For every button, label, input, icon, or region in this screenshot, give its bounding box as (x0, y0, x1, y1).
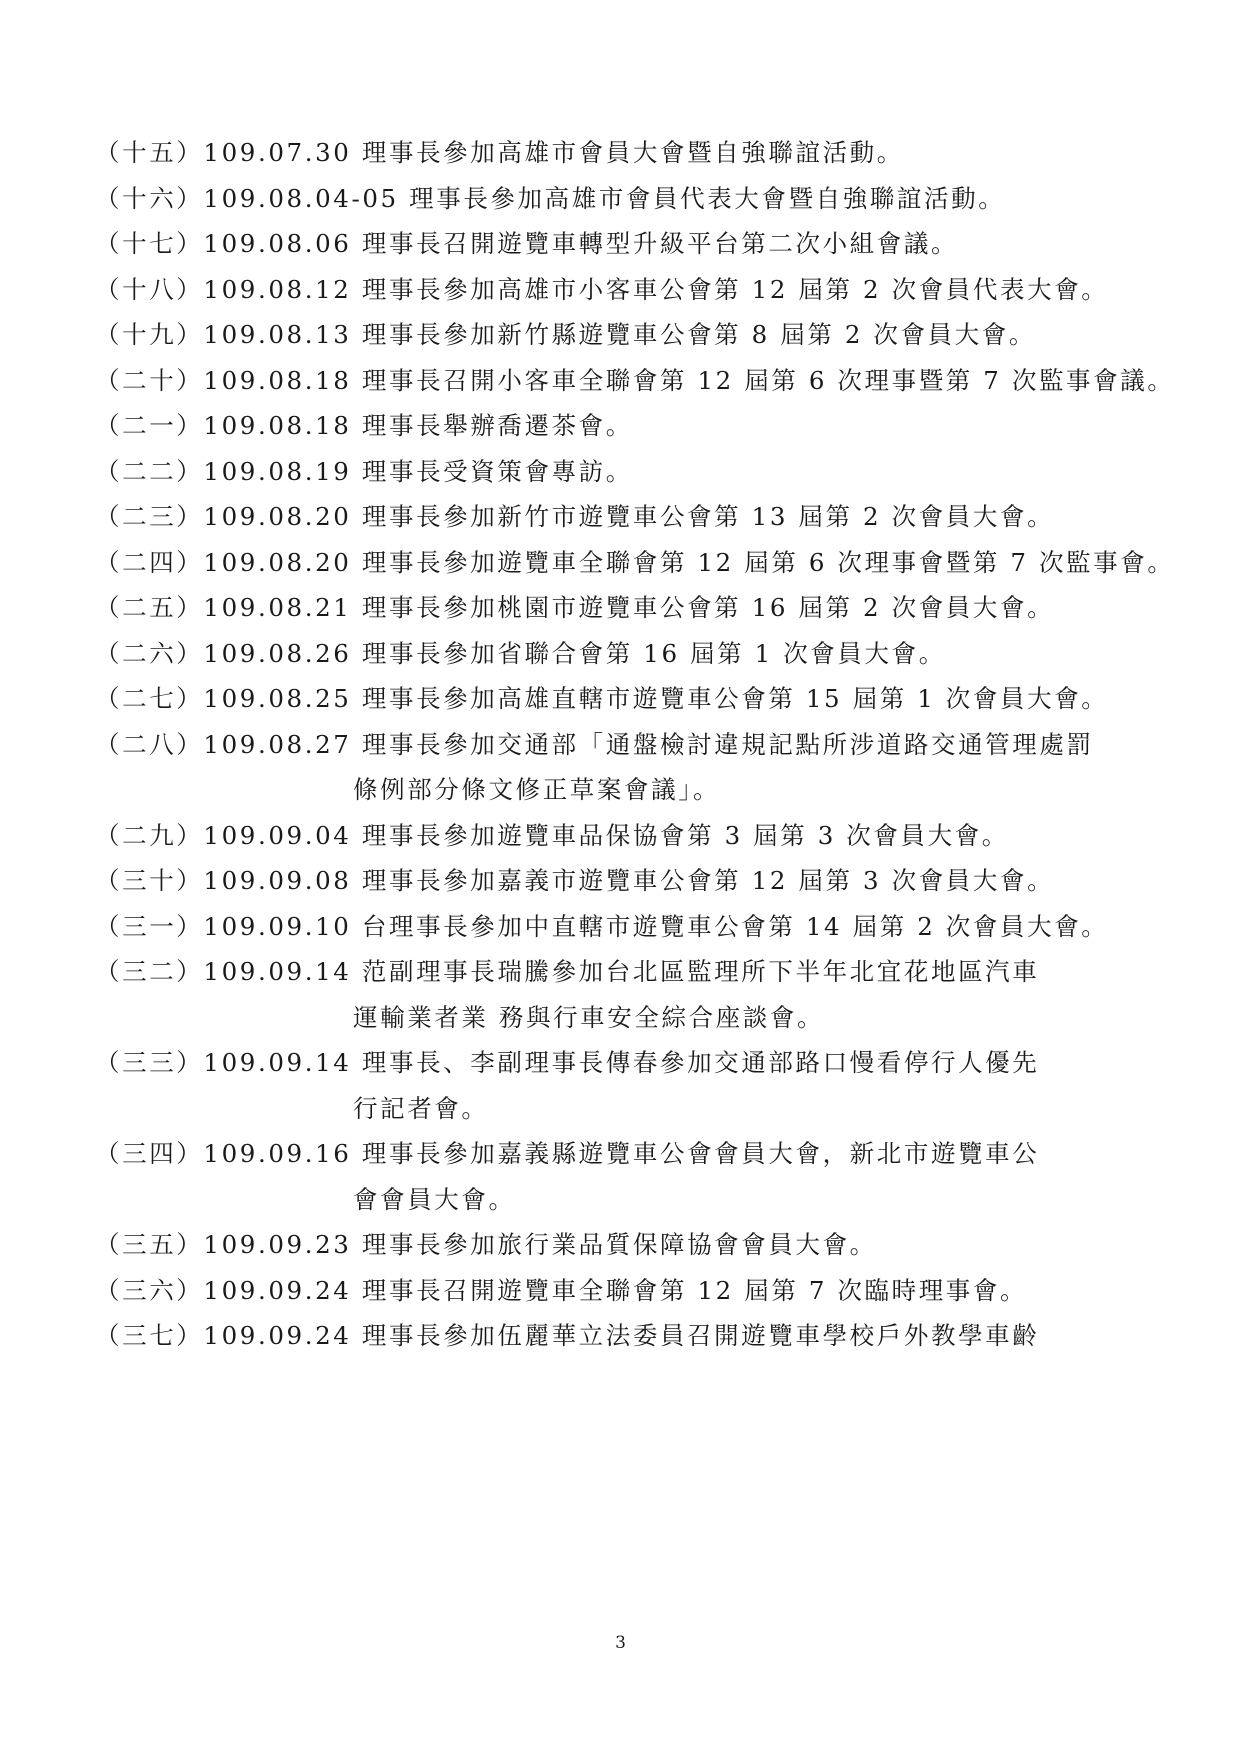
list-item-line (95, 176, 1195, 222)
item-text: 109.08.18 理事長舉辦喬遷茶會。 (203, 411, 633, 440)
item-text: 109.08.27 理事長參加交通部「通盤檢討違規記點所涉道路交通管理處罰 (203, 729, 1094, 759)
item-index: （三三） (95, 1048, 204, 1077)
activity-list (95, 130, 1195, 1359)
list-item-line (95, 949, 1195, 995)
item-continuation: 行記者會。 (353, 1093, 489, 1123)
item-text: 109.09.16 理事長參加嘉義縣遊覽車公會會員大會，新北市遊覽車公 (203, 1139, 1040, 1168)
list-item (95, 1222, 1195, 1268)
list-item (95, 904, 1195, 950)
list-item (95, 949, 1195, 1040)
list-item-line (95, 358, 1195, 404)
list-item-line (95, 267, 1195, 313)
list-item-line (95, 403, 1195, 449)
item-text: 109.08.25 理事長參加高雄直轄市遊覽車公會第 15 屆第 1 次會員大會。 (203, 684, 1109, 713)
list-item-line (95, 221, 1195, 267)
item-index: （十五） (95, 138, 204, 167)
item-index: （十九） (95, 320, 204, 349)
list-item-line (95, 449, 1195, 495)
item-index: （二八） (95, 729, 204, 759)
item-continuation: 條例部分條文修正草案會議」。 (353, 775, 721, 804)
item-text: 109.08.20 理事長參加新竹市遊覽車公會第 13 屆第 2 次會員大會。 (203, 502, 1055, 531)
item-continuation: 運輸業者業 務與行車安全綜合座談會。 (353, 1002, 825, 1032)
item-index: （二六） (95, 638, 204, 668)
list-item (95, 676, 1195, 722)
list-item-line (95, 1040, 1195, 1086)
item-index: （二四） (95, 547, 204, 577)
list-item (95, 221, 1195, 267)
list-item-line (95, 722, 1195, 768)
item-index: （三二） (95, 957, 204, 986)
list-item (95, 585, 1195, 631)
list-item (95, 1040, 1195, 1131)
page-number: 3 (615, 1633, 626, 1653)
list-item-line (95, 494, 1195, 540)
item-index: （二二） (95, 456, 204, 486)
list-item (95, 858, 1195, 904)
item-text: 109.08.21 理事長參加桃園市遊覽車公會第 16 屆第 2 次會員大會。 (203, 593, 1055, 622)
item-text: 109.08.18 理事長召開小客車全聯會第 12 屆第 6 次理事暨第 7 次監事會議。 (203, 365, 1175, 395)
list-item-line (95, 1222, 1195, 1268)
list-item-line (95, 676, 1195, 722)
item-text: 109.09.14 理事長、李副理事長傳春參加交通部路口慢看停行人優先 (203, 1048, 1040, 1077)
item-continuation: 會會員大會。 (353, 1184, 516, 1214)
list-item (95, 176, 1195, 222)
list-item (95, 1313, 1195, 1359)
item-index: （十八） (95, 274, 204, 304)
list-item (95, 130, 1195, 176)
list-item (95, 267, 1195, 313)
item-index: （三十） (95, 866, 204, 895)
item-index: （十七） (95, 229, 204, 258)
list-item (95, 312, 1195, 358)
item-text: 109.08.26 理事長參加省聯合會第 16 屆第 1 次會員大會。 (203, 638, 946, 668)
item-text: 109.09.24 理事長召開遊覽車全聯會第 12 屆第 7 次臨時理事會。 (203, 1275, 1028, 1305)
item-index: （三六） (95, 1275, 204, 1305)
item-text: 109.08.19 理事長受資策會專訪。 (203, 456, 633, 486)
item-text: 109.09.04 理事長參加遊覽車品保協會第 3 屆第 3 次會員大會。 (203, 820, 1009, 850)
item-text: 109.09.23 理事長參加旅行業品質保障協會會員大會。 (203, 1230, 877, 1259)
list-item-line (95, 1313, 1195, 1359)
list-item (95, 631, 1195, 677)
item-text: 109.09.24 理事長參加伍麗華立法委員召開遊覽車學校戶外教學車齡 (203, 1321, 1040, 1350)
list-item (95, 813, 1195, 859)
list-item-line (95, 1268, 1195, 1314)
item-text: 109.07.30 理事長參加高雄市會員大會暨自強聯誼活動。 (203, 138, 904, 167)
list-item-line (95, 904, 1195, 950)
item-text: 109.08.20 理事長參加遊覽車全聯會第 12 屆第 6 次理事會暨第 7 次監事會。 (203, 547, 1175, 577)
item-index: （二九） (95, 820, 204, 850)
list-item-line (95, 312, 1195, 358)
item-text: 109.09.08 理事長參加嘉義市遊覽車公會第 12 屆第 3 次會員大會。 (203, 866, 1055, 895)
list-item-line (95, 631, 1195, 677)
item-index: （二十） (95, 365, 204, 395)
list-item-line (95, 585, 1195, 631)
item-text: 109.08.06 理事長召開遊覽車轉型升級平台第二次小組會議。 (203, 229, 959, 258)
list-item (95, 1131, 1195, 1222)
item-index: （十六） (95, 183, 204, 213)
item-text: 109.09.10 台理事長參加中直轄市遊覽車公會第 14 屆第 2 次會員大會。 (203, 911, 1109, 941)
item-index: （二一） (95, 411, 204, 440)
item-index: （三四） (95, 1139, 204, 1168)
item-index: （二七） (95, 684, 204, 713)
item-index: （二五） (95, 593, 204, 622)
item-text: 109.08.04-05 理事長參加高雄市會員代表大會暨自強聯誼活動。 (203, 183, 1006, 213)
item-index: （三七） (95, 1321, 204, 1350)
item-text: 109.08.12 理事長參加高雄市小客車公會第 12 屆第 2 次會員代表大會。 (203, 274, 1109, 304)
list-item (95, 722, 1195, 813)
list-item (95, 540, 1195, 586)
list-item (95, 494, 1195, 540)
item-index: （三一） (95, 911, 204, 941)
item-index: （三五） (95, 1230, 204, 1259)
item-index: （二三） (95, 502, 204, 531)
list-item (95, 358, 1195, 404)
item-text: 109.08.13 理事長參加新竹縣遊覽車公會第 8 屆第 2 次會員大會。 (203, 320, 1037, 349)
list-item (95, 403, 1195, 449)
item-text: 109.09.14 范副理事長瑞騰參加台北區監理所下半年北宜花地區汽車 (203, 957, 1040, 986)
list-item-line (95, 813, 1195, 859)
list-item-line (95, 130, 1195, 176)
list-item-line (95, 1131, 1195, 1177)
list-item-line (95, 858, 1195, 904)
list-item (95, 449, 1195, 495)
list-item-line (95, 540, 1195, 586)
list-item (95, 1268, 1195, 1314)
